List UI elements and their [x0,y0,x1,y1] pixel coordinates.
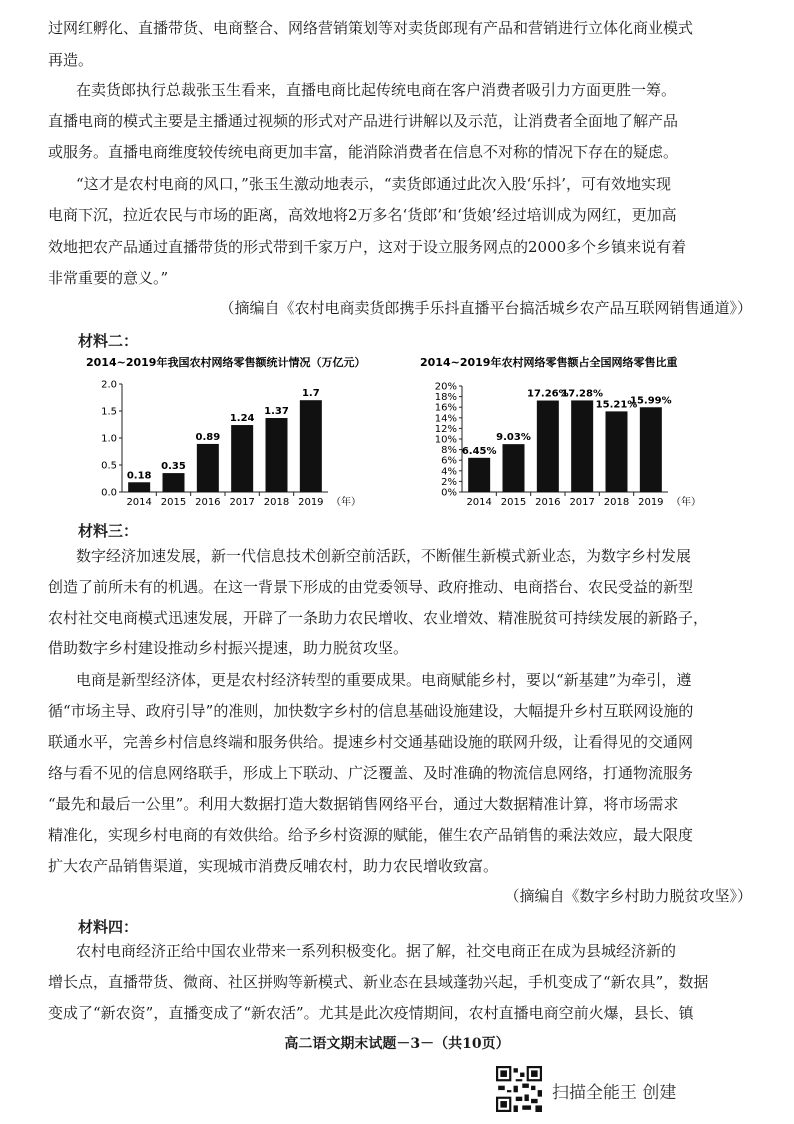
x-tick-label: 2014 [126,497,152,508]
text-line: 变成了“新农资”，直播变成了“新农活”。尤其是此次疫情期间，农村直播电商空前火爆，县长、镇 [48,1004,694,1022]
text-line: 农村电商经济正给中国农业带来一系列积极变化。据了解，社交电商正在成为县城经济新的 [76,942,677,960]
text-line: 电商是新型经济体，更是农村经济转型的重要成果。电商赋能乡村，要以“新基建”为牵引，遵 [76,671,692,689]
text-line: 联通水平，完善乡村信息终端和服务供给。提速乡村交通基础设施的联网升级，让看得见的交通网 [48,733,694,751]
text-line: 再造。 [48,51,94,69]
section-heading-material-4: 材料四： [78,918,139,936]
y-tick-label: 20% [434,381,457,393]
bar-value-label: 17.26% [527,388,569,400]
x-tick-label: 2018 [263,497,290,508]
scanner-watermark: 扫描全能王 创建 [552,1083,677,1103]
bar-value-label: 0.89 [195,431,221,443]
text-line: 农村社交电商模式迅速发展，开辟了一条助力农民增收、农业增效、精准脱贫可持续发展的新路子， [48,609,709,627]
x-tick-label: 2015 [160,497,187,508]
bar [537,401,559,492]
bar [606,411,628,492]
section-heading-material-2: 材料二： [78,332,139,350]
chart-title: 2014~2019年我国农村网络零售额统计情况（万亿元） [86,356,366,369]
bar [197,444,219,492]
text-line: 在卖货郎执行总裁张玉生看来，直播电商比起传统电商在客户消费者吸引力方面更胜一筹。 [76,81,677,99]
text-line: 数字经济加速发展，新一代信息技术创新空前活跃，不断催生新模式新业态，为数字乡村发展 [76,547,692,565]
text-line: 非常重要的意义。” [48,269,169,287]
text-line: 借助数字乡村建设推动乡村振兴提速，助力脱贫攻坚。 [48,639,409,657]
text-line: 直播电商的模式主要是主播通过视频的形式对产品进行讲解以及示范，让消费者全面地了解产品 [48,112,679,130]
text-line: “这才是农村电商的风口，”张玉生激动地表示，“卖货郎通过此次入股‘乐抖’，可有效地实现 [76,175,672,193]
bar-value-label: 6.45% [461,445,497,457]
y-tick-label: 0% [441,487,457,499]
x-tick-label: 2016 [535,497,561,508]
source-citation: （摘编自《农村电商卖货郎携手乐抖直播平台搞活城乡农产品互联网销售通道》） [219,299,752,317]
y-tick-label: 6% [441,455,457,467]
y-tick-label: 0.5 [101,460,117,472]
y-tick-label: 14% [434,413,457,425]
bar-value-label: 1.24 [229,413,255,425]
x-axis-unit: （年） [331,497,361,508]
y-tick-label: 1.0 [101,433,117,445]
text-line: 循“市场主导、政府引导”的准则，加快数字乡村的信息基础设施建设，大幅提升乡村互联网设施的 [48,702,694,720]
qr-code-icon [496,1066,542,1112]
bar [231,425,253,492]
bar-value-label: 9.03% [496,432,531,444]
bar-value-label: 15.21% [595,399,638,411]
y-tick-label: 4% [441,466,457,478]
y-tick-label: 10% [434,434,457,446]
bar [300,400,322,492]
y-tick-label: 18% [434,392,457,404]
y-tick-label: 1.5 [101,406,117,418]
bar-value-label: 1.7 [301,388,320,400]
x-tick-label: 2016 [195,497,221,508]
bar [163,473,185,492]
bar-value-label: 15.99% [630,395,672,407]
x-tick-label: 2017 [569,497,595,508]
text-line: “最先和最后一公里”。利用大数据打造大数据销售网络平台，通过大数据精准计算，将市场需求 [48,795,679,813]
y-tick-label: 2.0 [101,379,117,391]
text-line: 过网红孵化、直播带货、电商整合、网络营销策划等对卖货郎现有产品和营销进行立体化商业模式 [48,19,694,37]
text-line: 扩大农产品销售渠道，实现城市消费反哺农村，助力农民增收致富。 [48,857,499,875]
text-line: 或服务。直播电商维度较传统电商更加丰富，能消除消费者在信息不对称的情况下存在的疑虑。 [48,143,679,161]
text-line: 电商下沉，拉近农民与市场的距离，高效地将2万多名‘货郎’和‘货娘’经过培训成为网红，更加高 [48,206,677,224]
bar-value-label: 0.35 [161,461,186,473]
y-tick-label: 16% [434,402,457,414]
x-tick-label: 2018 [603,497,630,508]
x-axis-unit: （年） [671,497,701,508]
x-tick-label: 2017 [229,497,255,508]
section-heading-material-3: 材料三： [78,522,139,540]
bar-value-label: 0.18 [126,470,152,482]
y-tick-label: 0.0 [101,487,117,499]
y-tick-label: 12% [434,423,457,435]
bar [468,458,490,492]
text-line: 精准化，实现乡村电商的有效供给。给予乡村资源的赋能，催生农产品销售的乘法效应，最大限度 [48,826,694,844]
text-line: 增长点，直播带货、微商、社区拼购等新模式、新业态在县域蓬勃兴起，手机变成了“新农具”，数据 [48,973,709,991]
y-tick-label: 2% [441,476,457,488]
bar [503,444,525,492]
text-line: 创造了前所未有的机遇。在这一背景下形成的由党委领导、政府推动、电商搭台、农民受益的新型 [48,578,694,596]
chart-rural-share-of-online-retail [420,352,720,512]
x-tick-label: 2019 [638,497,664,508]
x-tick-label: 2019 [298,497,324,508]
x-tick-label: 2015 [500,497,527,508]
chart-title: 2014~2019年农村网络零售额占全国网络零售比重 [420,356,678,369]
chart-rural-online-retail-sales [82,352,382,512]
text-line: 络与看不见的信息网络联手，形成上下联动、广泛覆盖、及时准确的物流信息网络，打通物流服务 [48,764,694,782]
bar-value-label: 17.28% [561,388,603,400]
bar [266,418,288,492]
bar [640,407,662,492]
text-line: 效地把农产品通过直播带货的形式带到千家万户，这对于设立服务网点的2000多个乡镇来说有着 [48,238,687,256]
bar [571,400,593,492]
x-tick-label: 2014 [466,497,492,508]
page-footer: 高二语文期末试题－3－（共10页） [284,1036,510,1052]
y-tick-label: 8% [441,445,457,457]
source-citation: （摘编自《数字乡村助力脱贫攻坚》） [504,887,752,905]
bar-value-label: 1.37 [264,406,289,418]
bar [128,482,150,492]
